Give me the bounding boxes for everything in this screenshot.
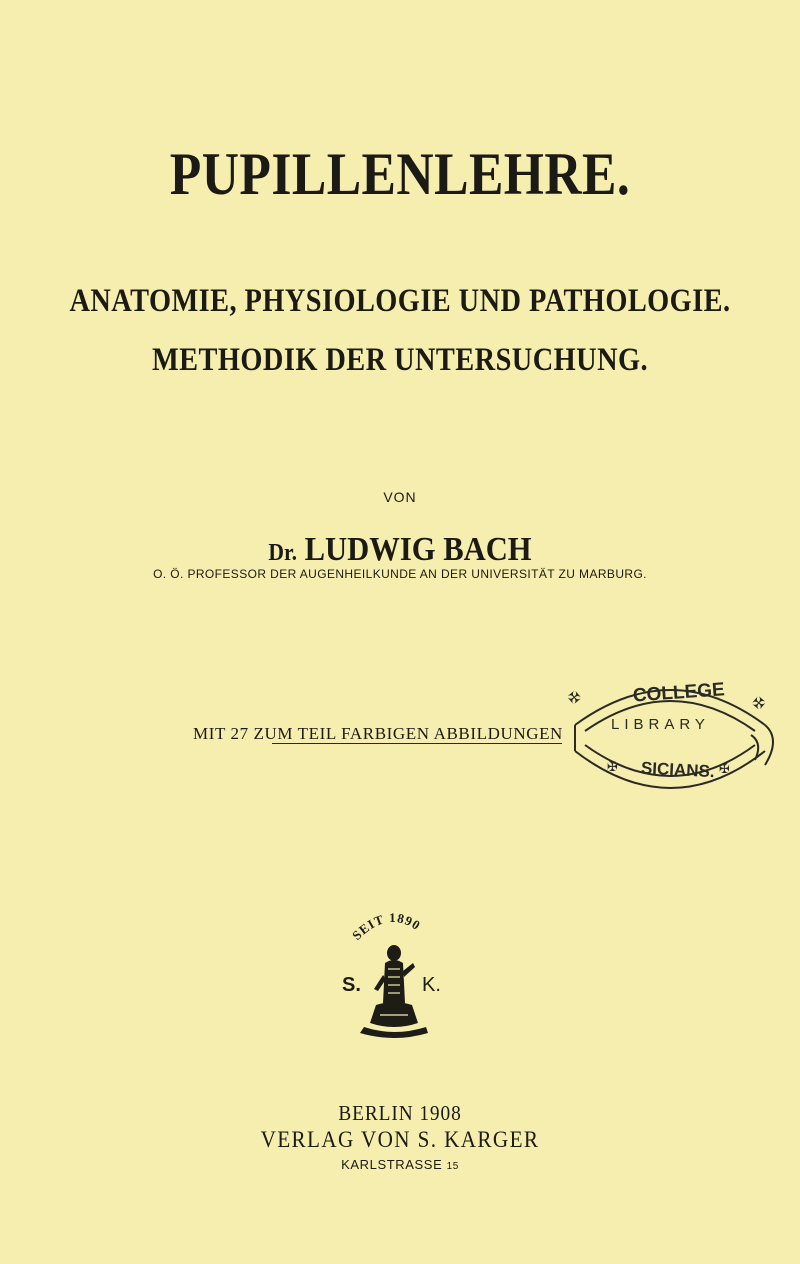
author-prefix: Dr. [268,540,297,566]
stamp-bottom-text: SICIANS. [640,758,716,782]
author-affiliation: O. Ö. PROFESSOR DER AUGENHEILKUNDE AN DER UNIVERSITÄT ZU MARBURG. [153,567,647,581]
svg-text:✠: ✠ [607,760,618,775]
stamp-top-text: COLLEGE [632,679,726,707]
svg-text:SEIT 1890 [349,910,424,943]
svg-text:✠: ✠ [565,688,585,709]
stamp-middle-text: LIBRARY [611,716,710,733]
book-subtitle-line-1: ANATOMIE, PHYSIOLOGIE UND PATHOLOGIE. [69,283,731,319]
imprint-publisher: VERLAG VON S. KARGER [260,1127,540,1152]
imprint-street-number: 15 [446,1161,459,1172]
publisher-emblem-icon [338,905,448,1055]
illustrations-note: MIT 27 ZUM TEIL FARBIGEN ABBILDUNGEN [193,724,563,743]
author-line [40,531,760,569]
by-label: VON [383,489,417,505]
emblem-arc-text: SEIT 1890 [348,909,424,943]
book-subtitle-line-2: METHODIK DER UNTERSUCHUNG. [151,342,649,378]
emblem-letter-k: K. [422,974,441,996]
imprint-address [0,1157,800,1172]
imprint-city-year: BERLIN 1908 [338,1101,462,1125]
imprint-street: KARLSTRASSE [341,1157,443,1172]
author-name: LUDWIG BACH [304,531,532,568]
library-stamp-icon [555,665,787,810]
svg-text:✠: ✠ [719,762,730,777]
illustrations-underline [272,743,562,744]
book-title: PUPILLENLEHRE. [169,141,631,207]
svg-text:✠: ✠ [748,693,768,714]
emblem-letter-s: S. [342,974,361,996]
